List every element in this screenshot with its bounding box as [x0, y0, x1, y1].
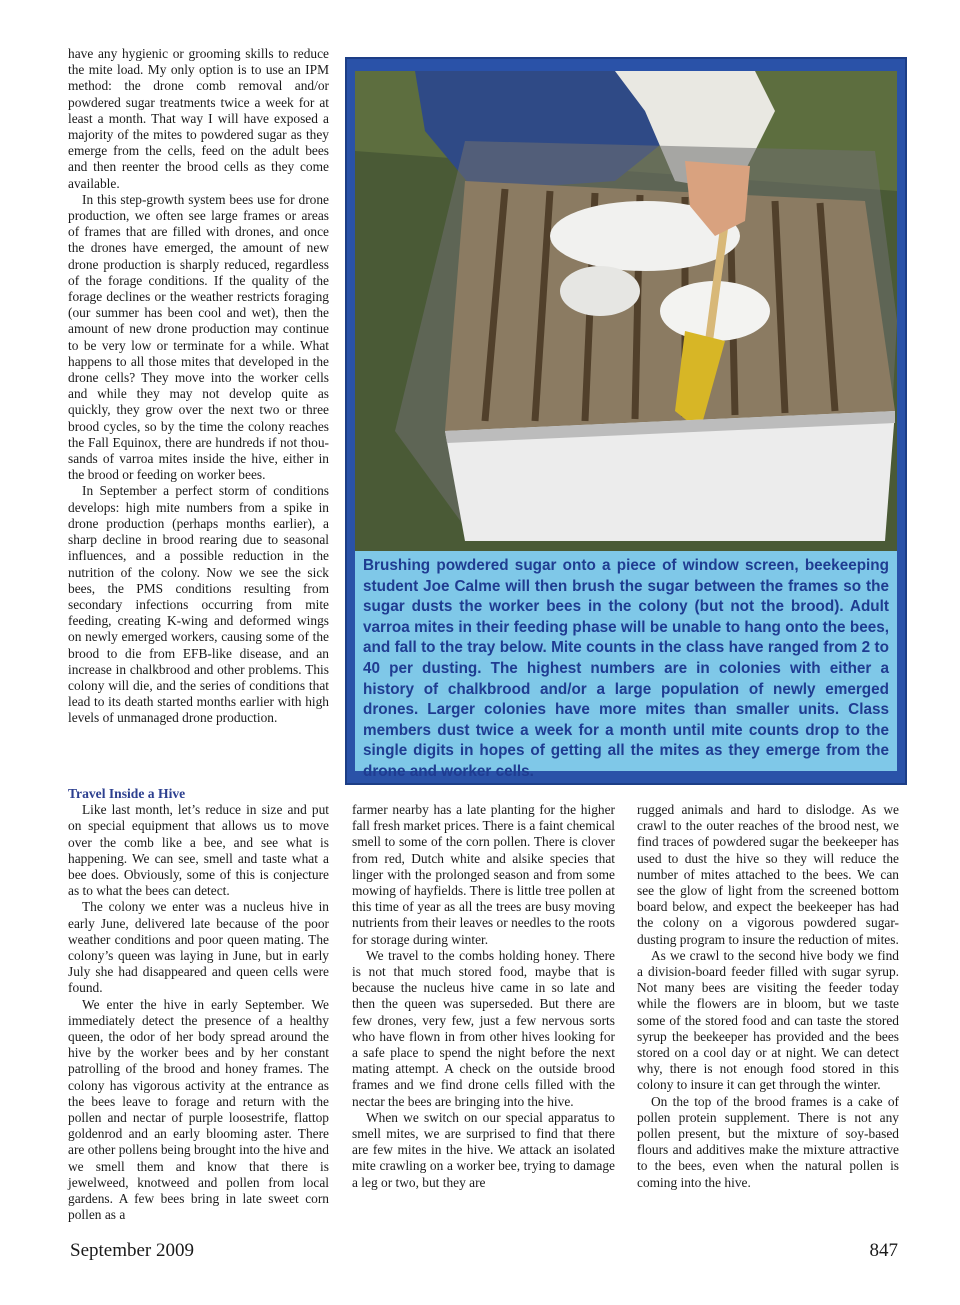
paragraph: As we crawl to the second hive body we find a division-board feeder filled with sugar syrup. Not many bees are visiting the feeder today while the flowers are in bloom, but we taste some of the stored food and can taste the stored syrup the beekeeper has provided and the bees stored on a cool day or at night. We can detect why, there is not enough food stored in this colony to insure it can get through the winter. [637, 947, 899, 1093]
paragraph: On the top of the brood frames is a cake of pollen protein supplement. There is not any pollen present, but the mixture of soy-based flours and additives make the mixture attractive to the bees, even when the natural pollen is coming into the hive. [637, 1093, 899, 1190]
paragraph: farmer nearby has a late planting for the higher fall fresh market prices. There is a faint chemical smell to some of the corn pollen. There is clover from red, Dutch white and alsike species that linger with the prolonged season and from some mowing of hayfields. There is little tree pollen at this time of year as all the trees are busy moving nutrients from their leaves or needles to the roots for storage during winter. [352, 802, 615, 947]
paragraph: In this step-growth system bees use for drone production, we often see large frames or areas of frames that are filled with drones, and once the drones have emerged, the amount of new drone production is sharply reduced, regardless of the forage conditions. If the quality of the forage declines or the weather restricts foraging (our summer has been cool and wet), then the amount of new drone production may continue to be very low or terminate for a while. What happens to all those mites that developed in the drone cells? They move into the worker cells and while they may not develop quite as quickly, they grow over the next two or three brood cycles, so by the time the colony reaches the Fall Equinox, there are hundreds if not thousands of varroa mites inside the hive, either in the brood or feeding on worker bees. [68, 191, 329, 483]
section-heading: Travel Inside a Hive [68, 786, 186, 801]
paragraph: We travel to the combs holding honey. There is not that much stored food, maybe that is because the nucleus hive came in so late and then the queen was superseded. But there are few drones, very few, just a few nervous sorts who have flown in from other hives looking for a safe place to spend the night before the next mating attempt. A check on the outside brood frames and we find drone cells filled with the nectar the bees are bringing into the hive. [352, 947, 615, 1109]
right-column [637, 802, 899, 1191]
middle-column [352, 802, 615, 1191]
page-number: 847 [869, 1240, 898, 1261]
photo-caption: Brushing powdered sugar onto a piece of window screen, beekeeping student Joe Calme will then brush the sugar between the frames so the sugar dusts the worker bees in the colony (but not the brood). Adult varroa mites in their feeding phase will be unable to hang onto the bees, and fall to the tray below. Mite counts in the class have ranged from 2 to 40 per dusting. The highest numbers are in colonies with either a history of chalkbrood and/or a large population of newly emerged drones. Larger colonies have more mites than smaller units. Class members dust twice a week for a month until mite counts drop to the single digits in hopes of getting all the mites as they emerge from the drone and worker cells. [363, 557, 889, 780]
paragraph: Like last month, let’s reduce in size and put on special equipment that allows us to move over the comb like a bee, and see what is happening. We can see, smell and taste what a bee does. Obviously, some of this is conjecture as to what the bees can detect. [68, 802, 329, 899]
hive-illustration [355, 71, 897, 551]
paragraph: When we switch on our special apparatus to smell mites, we are surprised to find that there are few mites in the hive. We attack an isolated mite crawling on a worker bee, trying to damage a leg or two, but they are [352, 1109, 615, 1190]
paragraph: The colony we enter was a nucleus hive in early June, delivered late because of the poor weather conditions and poor queen mating. The colony’s queen was laying in June, but in early July she had disappeared and queen cells were found. [68, 899, 329, 996]
caption-box [355, 551, 897, 780]
photo-figure [345, 57, 907, 785]
paragraph: We enter the hive in early September. We immediately detect the presence of a healthy queen, the odor of her body spread around the hive by the worker bees and by her constant patrolling of the brood and honey frames. The colony has vigorous activity at the entrance as the bees leave to forage and return with the pollen and nectar of purple loosestrife, flattop goldenrod and an early blooming aster. There are other pollens being brought into the hive and we smell them and know that there is jewelweed, knotweed and pollen from local gardens. A few bees bring in late sweet corn pollen as a [68, 996, 329, 1223]
left-column-top [68, 46, 329, 727]
footer-date: September 2009 [70, 1240, 195, 1261]
paragraph: In September a perfect storm of conditions develops: high mite numbers from a spike in drone production (perhaps months earlier), a sharp decline in brood rearing due to seasonal influences, and a possible reduction in the nutrition of the colony. Now we see the sick bees, the PMS conditions resulting from secondary infections occurring from mite feeding, creating K-wing and deformed wings on newly emerged workers, causing some of the brood to die from EFB-like disease, and an increase in chalkbrood and other problems. This colony will die, and the series of conditions that lead to its death started months earlier with high levels of unmanaged drone production. [68, 483, 329, 726]
paragraph: rugged animals and hard to dislodge. As we crawl to the outer reaches of the brood nest, we find traces of powdered sugar the beekeeper has used to dust the hive so they will reduce the number of mites attached to the bees. We can see the glow of light from the screened bottom board below, and expect the beekeeper has had the colony on a vigorous powdered sugar-dusting program to insure the reduction of mites. [637, 802, 899, 947]
left-column-bottom [68, 786, 329, 1223]
paragraph: have any hygienic or grooming skills to reduce the mite load. My only option is to use an IPM method: the drone comb removal and/or powdered sugar treatments twice a week for at least a month. That way I will have exposed a majority of the mites to powdered sugar as they emerge from the cells, feed on the adult bees and then reenter the brood cells as they come available. [68, 46, 329, 191]
hive-photo [355, 71, 897, 551]
